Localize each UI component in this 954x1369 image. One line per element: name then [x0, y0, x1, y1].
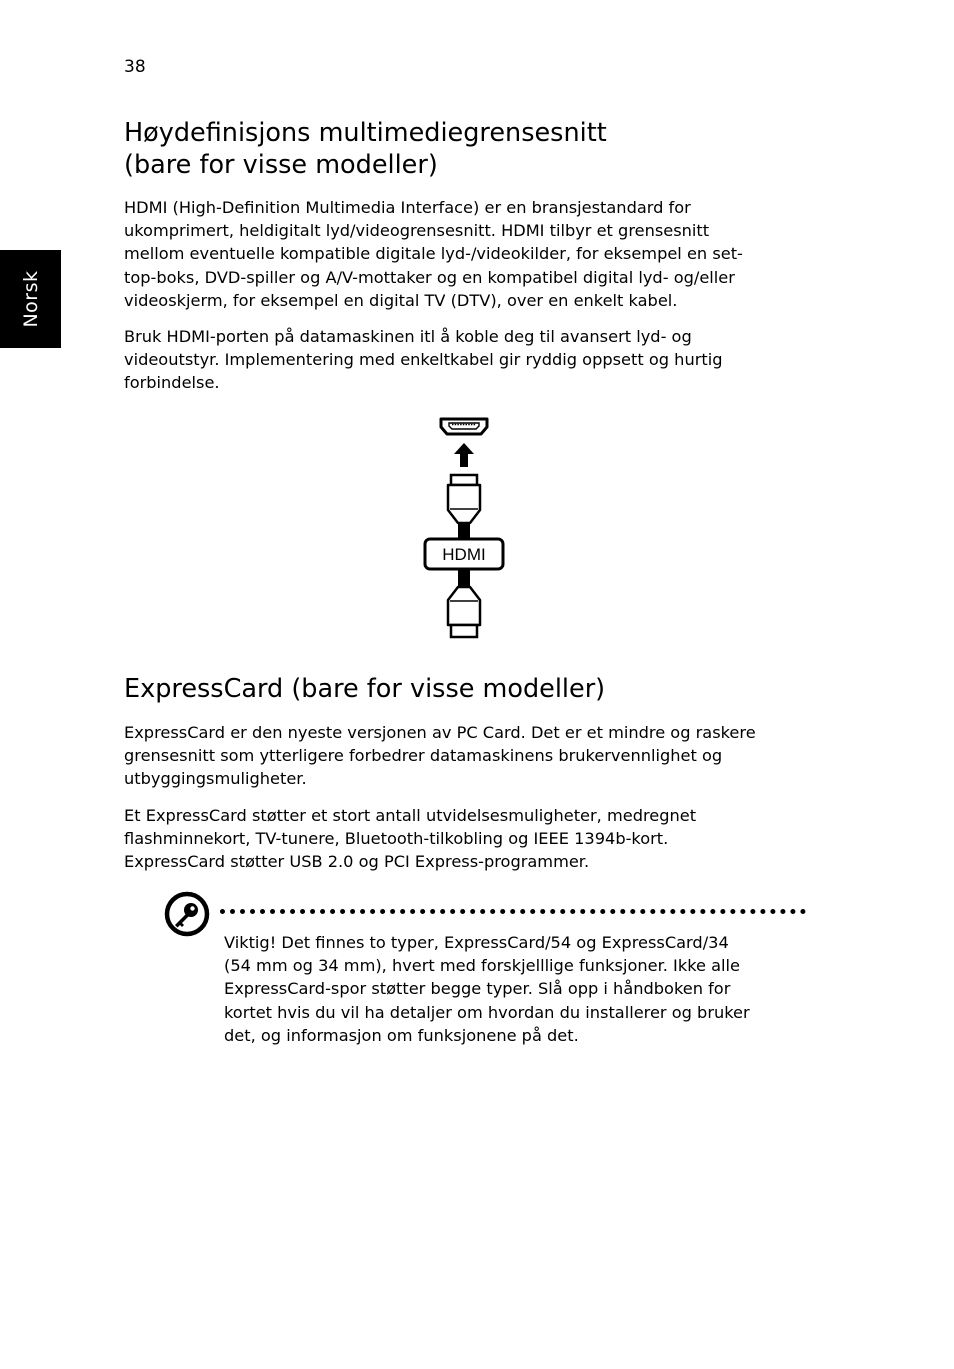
arrow-up-icon	[454, 443, 474, 467]
note-divider	[220, 909, 806, 914]
hdmi-connector-bottom-icon	[448, 569, 480, 637]
expresscard-paragraph-1: ExpressCard er den nyeste versjonen av PC Card. Det er et mindre og raskere grensesnitt som ytterligere forbedrer datamaskinens brukervennlighet og utbyggingsmuligheter.	[124, 723, 756, 789]
expresscard-paragraph-2: Et ExpressCard støtter et stort antall utvidelsesmuligheter, medregnet flashminnekort, TV-tunere, Bluetooth-tilkobling og IEEE 1394b-kort. ExpressCard støtter USB 2.0 og PCI Express-programmer.	[124, 806, 697, 872]
note-body: Det finnes to typer, ExpressCard/54 og ExpressCard/34 (54 mm og 34 mm), hvert med forskjelllige funksjoner. Ikke alle ExpressCard-spor støtter begge typer. Slå opp i håndboken for kortet hvis du vil ha detaljer om hvordan du installerer og bruker det, og informasjon om funksjonene på det.	[224, 933, 750, 1045]
hdmi-paragraph-1: HDMI (High-Definition Multimedia Interface) er en bransjestandard for ukomprimert, heldigitalt lyd/videogrensesnitt. HDMI tilbyr et grensesnitt mellom eventuelle kompatible digitale lyd-/videokilder, for eksempel en set- top-boks, DVD-spiller og A/V-mottaker og en kompatibel digital lyd- og/eller videoskjerm, for eksempel en digital TV (DTV), over en enkelt kabel.	[124, 198, 743, 310]
hdmi-connector-top-icon	[448, 475, 480, 540]
note-text	[224, 931, 804, 1047]
hdmi-label-box	[425, 539, 503, 569]
hdmi-paragraph-2: Bruk HDMI-porten på datamaskinen itl å koble deg til avansert lyd- og videoutstyr. Implementering med enkeltkabel gir ryddig oppsett og hurtig forbindelse.	[124, 327, 723, 393]
hdmi-port-icon	[441, 419, 487, 434]
hdmi-label: HDMI	[442, 545, 486, 564]
expresscard-heading: ExpressCard (bare for visse modeller)	[124, 674, 606, 704]
note-label: Viktig!	[224, 933, 277, 952]
language-tab	[0, 250, 61, 348]
hdmi-heading: Høydefinisjons multimediegrensesnitt (bare for visse modeller)	[124, 118, 607, 180]
hdmi-cable-illustration	[414, 412, 514, 644]
page-number: 38	[124, 57, 146, 77]
language-tab-label: Norsk	[19, 270, 42, 328]
important-key-icon	[164, 891, 210, 937]
